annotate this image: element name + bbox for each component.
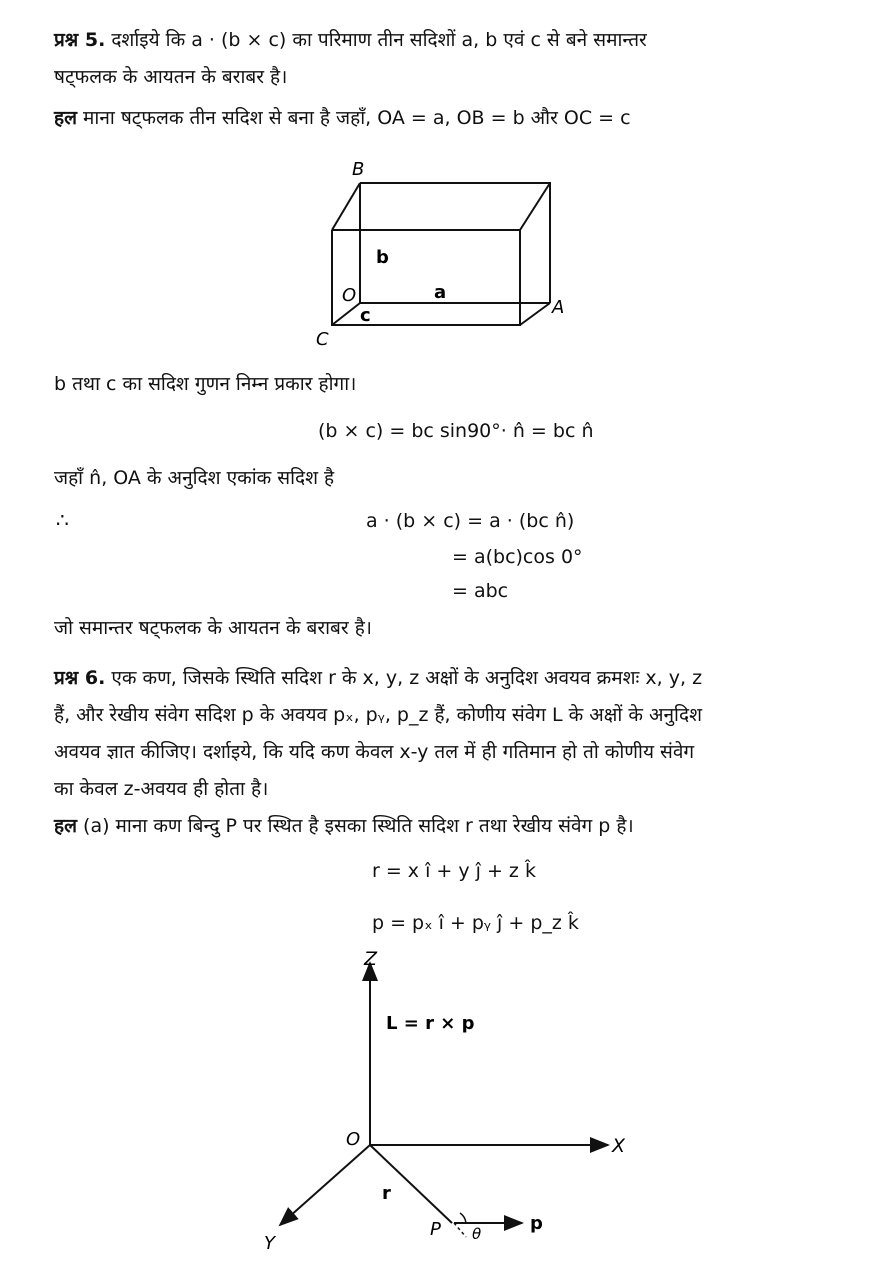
question-6-line-1: एक कण, जिसके स्थिति सदिश r के x, y, z अक्षों के अनुदिश अवयव क्रमशः x, y, z [111, 667, 703, 689]
question-5-line-2: षट्फलक के आयतन के बराबर है। [54, 66, 288, 88]
equation-cross-product: (b × c) = bc sin90°· n̂ = bc n̂ [318, 420, 594, 442]
therefore-symbol: ∴ [56, 508, 69, 532]
question-5-line-1: दर्शाइये कि a · (b × c) का परिमाण तीन सदिशों a, b एवं c से बने समान्तर [111, 29, 647, 51]
point-label-p: P [430, 1219, 441, 1240]
solution-5-text: माना षट्फलक तीन सदिश से बना है जहाँ, OA = a, OB = b और OC = c [83, 107, 631, 129]
label-A: A [552, 297, 565, 318]
question-5 [54, 22, 834, 96]
question-6-line-4: का केवल z-अवयव ही होता है। [54, 778, 269, 800]
question-5-label: प्रश्न 5. [54, 29, 106, 51]
solution-6-intro [54, 808, 834, 845]
label-B: B [352, 159, 365, 180]
vector-label-r: r [382, 1183, 391, 1204]
axis-label-y: Y [264, 1233, 275, 1254]
parallelepiped-edges [332, 183, 550, 325]
theta-label: θ [472, 1225, 482, 1243]
label-O: O [342, 285, 357, 306]
origin-label: O [346, 1129, 361, 1150]
axis-label-x: X [612, 1135, 626, 1157]
question-6-label: प्रश्न 6. [54, 667, 106, 689]
label-a: a [434, 282, 447, 303]
solution-6-label: हल [54, 815, 77, 837]
angular-momentum-figure [250, 945, 670, 1265]
vector-label-p: p [530, 1213, 543, 1234]
cross-product-intro: b तथा c का सदिश गुणन निम्न प्रकार होगा। [54, 373, 357, 395]
equation-step-3: = abc [452, 580, 509, 602]
conclusion-5: जो समान्तर षट्फलक के आयतन के बराबर है। [54, 617, 373, 639]
axis-label-z: Z [364, 948, 378, 970]
angular-momentum-label: L = r × p [386, 1013, 475, 1034]
parallelepiped-figure [300, 155, 590, 355]
equation-step-2: = a(bc)cos 0° [452, 546, 583, 568]
label-b: b [376, 247, 389, 268]
question-6-line-2: हैं, और रेखीय संवेग सदिश p के अवयव pₓ, pᵧ, p_z हैं, कोणीय संवेग L के अक्षों के अनुदिश [54, 704, 702, 726]
label-c: c [360, 305, 371, 326]
solution-6-text: (a) माना कण बिन्दु P पर स्थित है इसका स्थिति सदिश r तथा रेखीय संवेग p है। [83, 815, 634, 837]
y-axis [280, 1145, 370, 1225]
question-6 [54, 660, 834, 808]
equation-position-vector: r = x î + y ĵ + z k̂ [372, 860, 536, 882]
equation-momentum-vector: p = pₓ î + pᵧ ĵ + p_z k̂ [372, 912, 579, 934]
label-C: C [316, 329, 329, 350]
unit-vector-note: जहाँ n̂, OA के अनुदिश एकांक सदिश है [54, 467, 335, 489]
question-6-line-3: अवयव ज्ञात कीजिए। दर्शाइये, कि यदि कण केवल x-y तल में ही गतिमान हो तो कोणीय संवेग [54, 741, 695, 763]
equation-triple-product: a · (b × c) = a · (bc n̂) [366, 510, 575, 532]
extension-dashed [454, 1223, 466, 1237]
solution-5-label: हल [54, 107, 77, 129]
theta-arc [460, 1213, 466, 1223]
solution-5-intro [54, 100, 834, 137]
